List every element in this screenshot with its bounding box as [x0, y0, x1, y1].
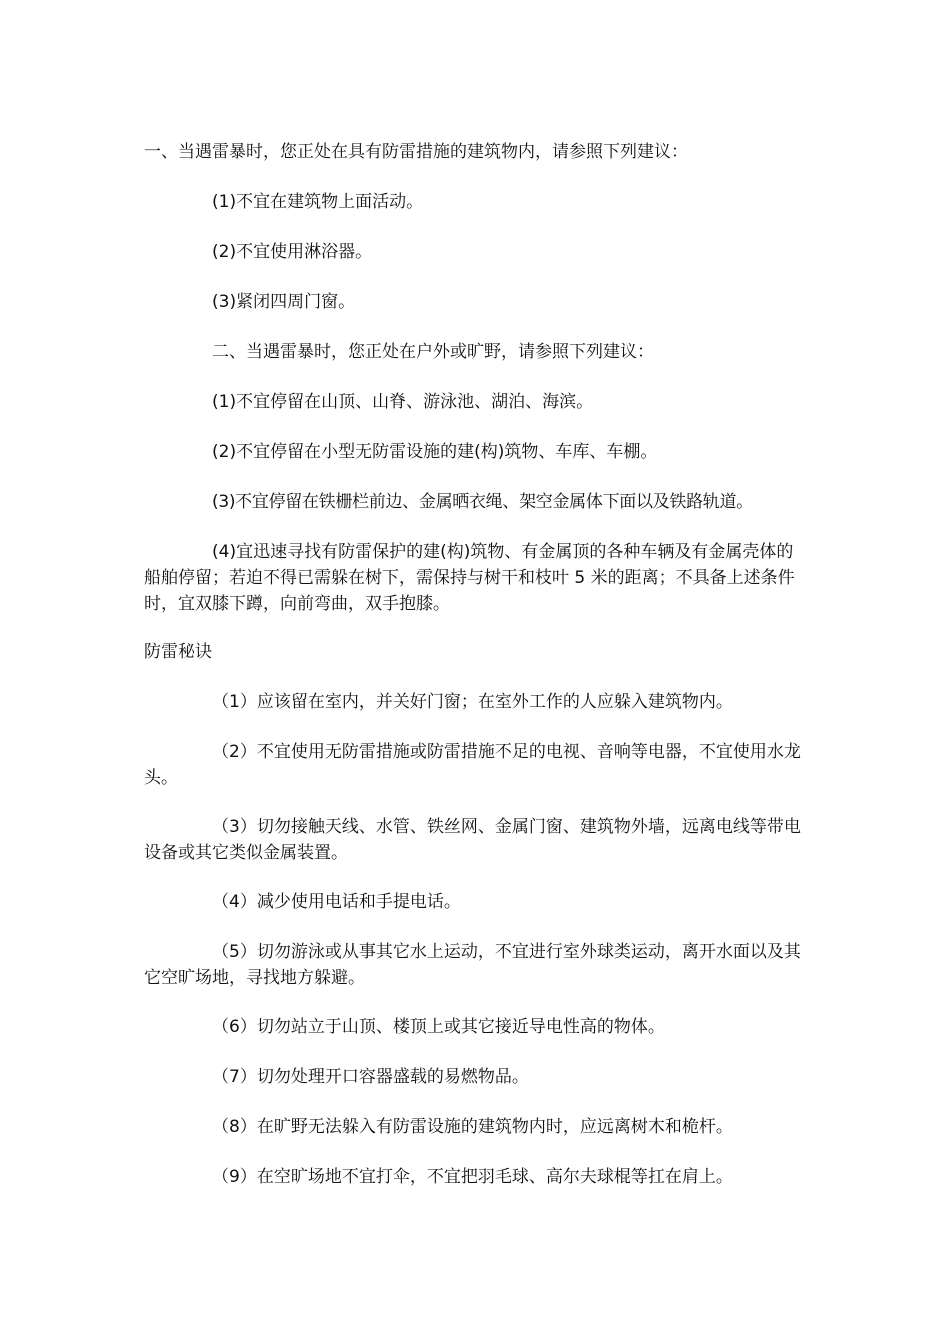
section1-item: (3)紧闭四周门窗。 [212, 292, 356, 312]
tips-heading: 防雷秘诀 [144, 642, 212, 662]
section2-heading: 二、当遇雷暴时，您正处在户外或旷野，请参照下列建议： [212, 342, 654, 362]
section2-item: (1)不宜停留在山顶、山脊、游泳池、湖泊、海滨。 [212, 392, 594, 412]
tip-item: （7）切勿处理开口容器盛载的易燃物品。 [212, 1067, 529, 1087]
tip-item: （8）在旷野无法躲入有防雷设施的建筑物内时，应远离树木和桅杆。 [212, 1117, 733, 1137]
tip-item: （5）切勿游泳或从事其它水上运动，不宜进行室外球类运动，离开水面以及其它空旷场地，寻找地方躲避。 [144, 942, 801, 988]
section1-item: (1)不宜在建筑物上面活动。 [212, 192, 424, 212]
tip-item: （6）切勿站立于山顶、楼顶上或其它接近导电性高的物体。 [212, 1017, 665, 1037]
section2-item: (3)不宜停留在铁栅栏前边、金属晒衣绳、架空金属体下面以及铁路轨道。 [212, 492, 753, 512]
tip-item: （2）不宜使用无防雷措施或防雷措施不足的电视、音响等电器，不宜使用水龙头。 [144, 742, 801, 788]
section1-item: (2)不宜使用淋浴器。 [212, 242, 373, 262]
tip-item: （4）减少使用电话和手提电话。 [212, 892, 461, 912]
section1-heading: 一、当遇雷暴时，您正处在具有防雷措施的建筑物内，请参照下列建议： [144, 142, 688, 162]
tip-item: （9）在空旷场地不宜打伞，不宜把羽毛球、高尔夫球棍等扛在肩上。 [212, 1167, 733, 1187]
section2-item: (2)不宜停留在小型无防雷设施的建(构)筑物、车库、车棚。 [212, 442, 658, 462]
tip-item: （1）应该留在室内，并关好门窗；在室外工作的人应躲入建筑物内。 [212, 692, 733, 712]
tip-item: （3）切勿接触天线、水管、铁丝网、金属门窗、建筑物外墙，远离电线等带电设备或其它类似金属装置。 [144, 817, 801, 863]
section2-item: (4)宜迅速寻找有防雷保护的建(构)筑物、有金属顶的各种车辆及有金属壳体的船舶停留；若迫不得已需躲在树下，需保持与树干和枝叶 5 米的距离；不具备上述条件时，宜双膝下蹲，向前弯曲，双手抱膝。 [144, 542, 795, 614]
